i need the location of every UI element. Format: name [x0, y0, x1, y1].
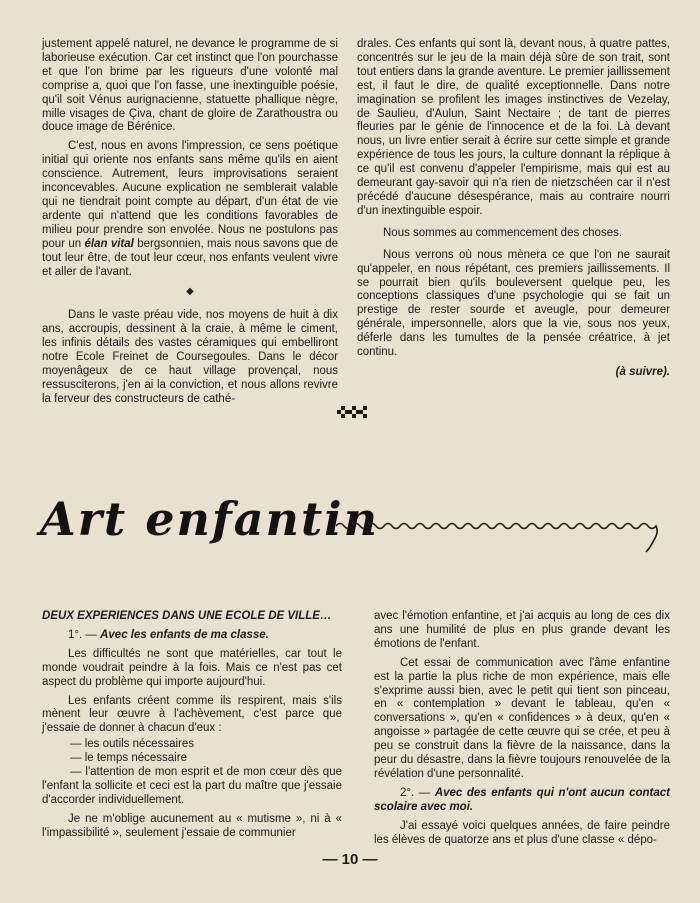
top-left-column: [42, 38, 338, 412]
paragraph: drales. Ces enfants qui sont là, devant nous, à quatre pattes, concentrés sur le jeu de la main déjà sûre de son trait, sont tout entiers dans la grande aventure. Le premier jaillissement est, il faut le dire, de qualité exceptionnelle. Dans notre imagination se profilent les images instinctives de Vezelay, de Saulieu, d'Aulun, Saint Nectaire ; de tant de pierres fleuries par le génie de l'innocence et de la foi. Là devant nous, un livre entier serait à écrire sur cette simple et grande expérience de tous les jours, la culture donnant la réplique à ce qu'il est convenu d'appeler l'empirisme, mais qui est au demeurant gay-savoir qui n'a rien de nietzschéen car il n'est précédé d'aucune désespérance, mais au contraire nourri d'un inextinguible espoir.: [357, 38, 670, 217]
paragraph: Nous verrons où nous mènera ce que l'on ne saurait qu'appeler, en nous répétant, ces premiers jaillissements. Il se pourrait bien qu'ils bouleversent quelque peu, les conceptions classiques d'une psychologie qui se fait un prestige de rester sourde et aveugle, pour demeurer générale, impersonnelle, alors que la vie, sous nos yeux, déferle dans les tumultes de la pensée créatrice, à jet continu.: [357, 248, 670, 359]
to-be-continued-note: (à suivre).: [615, 365, 670, 378]
paragraph: C'est, nous en avons l'impression, ce sens poétique initial qui oriente nos enfants sans même qu'ils en aient conscience. Autrement, leurs improvisations seraient inconcevables. Aucune explication ne semblerait valable qui ne tiendrait point compte au départ, d'un état de vie ardente qui n'attend que les conditions favorables de milieu pour prendre son envolée. Nous ne postulons pas pour un élan vital bergsonnien, mais nous savons que de tout leur être, de tout leur cœur, nos enfants veulent vivre et aller de l'avant.: [42, 140, 338, 278]
subheading: 1°. — Avec les enfants de ma classe.: [68, 628, 269, 641]
list-item: — les outils nécessaires: [70, 738, 194, 751]
paragraph: Nous sommes au commencement des choses.: [383, 226, 623, 239]
article-title: DEUX EXPERIENCES DANS UNE ECOLE DE VILLE…: [42, 610, 332, 622]
top-right-column: [357, 38, 670, 385]
checker-ornament: [337, 406, 367, 422]
paragraph: Cet essai de communication avec l'âme enfantine est la partie la plus riche de mon expérience, mais elle s'exprime aussi bien, avec le petit qui tient son pinceau, en « contemplation » devant le tableau, qu'en « conversations », qu'en « confidences » à deux, qu'en « angoisse » partagée de cette œuvre qui se crée, et peu à peu se construit dans la fièvre de la naissance, dans la peur du désastre, dans la fièvre toujours renouvelée de la révélation d'une personnalité.: [374, 656, 670, 780]
list-item: — l'attention de mon esprit et de mon cœur dès que l'enfant la sollicite et ceci est la part du maître que j'essaie d'accorder individuellement.: [42, 766, 342, 806]
section-heading-title: Art enfantin: [40, 492, 380, 546]
list-item: — le temps nécessaire: [70, 752, 187, 765]
subheading: 2°. — Avec des enfants qui n'ont aucun contact scolaire avec moi.: [374, 786, 670, 813]
section-divider: ◆: [186, 286, 194, 298]
bottom-left-column: [42, 610, 342, 846]
section-heading: [40, 492, 670, 572]
paragraph: J'ai essayé voici quelques années, de faire peindre les élèves de quatorze ans et plus d'une classe « dépo-: [374, 819, 670, 846]
page-number: — 10 —: [322, 851, 378, 868]
paragraph: Les difficultés ne sont que matérielles, car tout le monde voudrait peindre à la fois. Mais ce n'est pas cet aspect du problème qui importe aujourd'hui.: [42, 647, 342, 688]
paragraph: Dans le vaste préau vide, nos moyens de huit à dix ans, accroupis, dessinent à la craie, à même le ciment, les infinis détails des vastes céramiques qui embelliront notre Ecole Freinet de Coursegoules. Dans le décor moyenâgeux de ce haut village provençal, nous ressusciterons, j'en ai la conviction, et nous allons revivre la ferveur des constructeurs de cathé-: [42, 309, 338, 405]
paragraph: justement appelé naturel, ne devance le programme de si laborieuse exécution. Car cet instinct que l'on pourchasse et que l'on brime par les rigueurs d'une volonté mal comprise a, quoi que l'on fasse, une inextinguible poésie, qu'il soit Vénus aurignacienne, statuette phallique nègre, mille visages de Çiva, chant de gloire de Zarathoustra ou douce image de Bérénice.: [42, 38, 338, 134]
bottom-right-column: [374, 610, 670, 853]
bullet-list: [42, 738, 342, 808]
paragraph: Les enfants créent comme ils respirent, mais s'ils mènent leur œuvre à l'achèvement, c'est parce que j'essaie de donner à chacun d'eux :: [42, 694, 342, 735]
wavy-line-decoration: [336, 512, 670, 558]
paragraph: Je ne m'oblige aucunement au « mutisme », ni à « l'impassibilité », seulement j'essaie de communier: [42, 812, 342, 839]
emphasis-text: élan vital: [84, 237, 134, 250]
paragraph: avec l'émotion enfantine, et j'ai acquis au long de ces dix ans une humilité de plus en plus grande devant les émotions de l'enfant.: [374, 610, 670, 650]
